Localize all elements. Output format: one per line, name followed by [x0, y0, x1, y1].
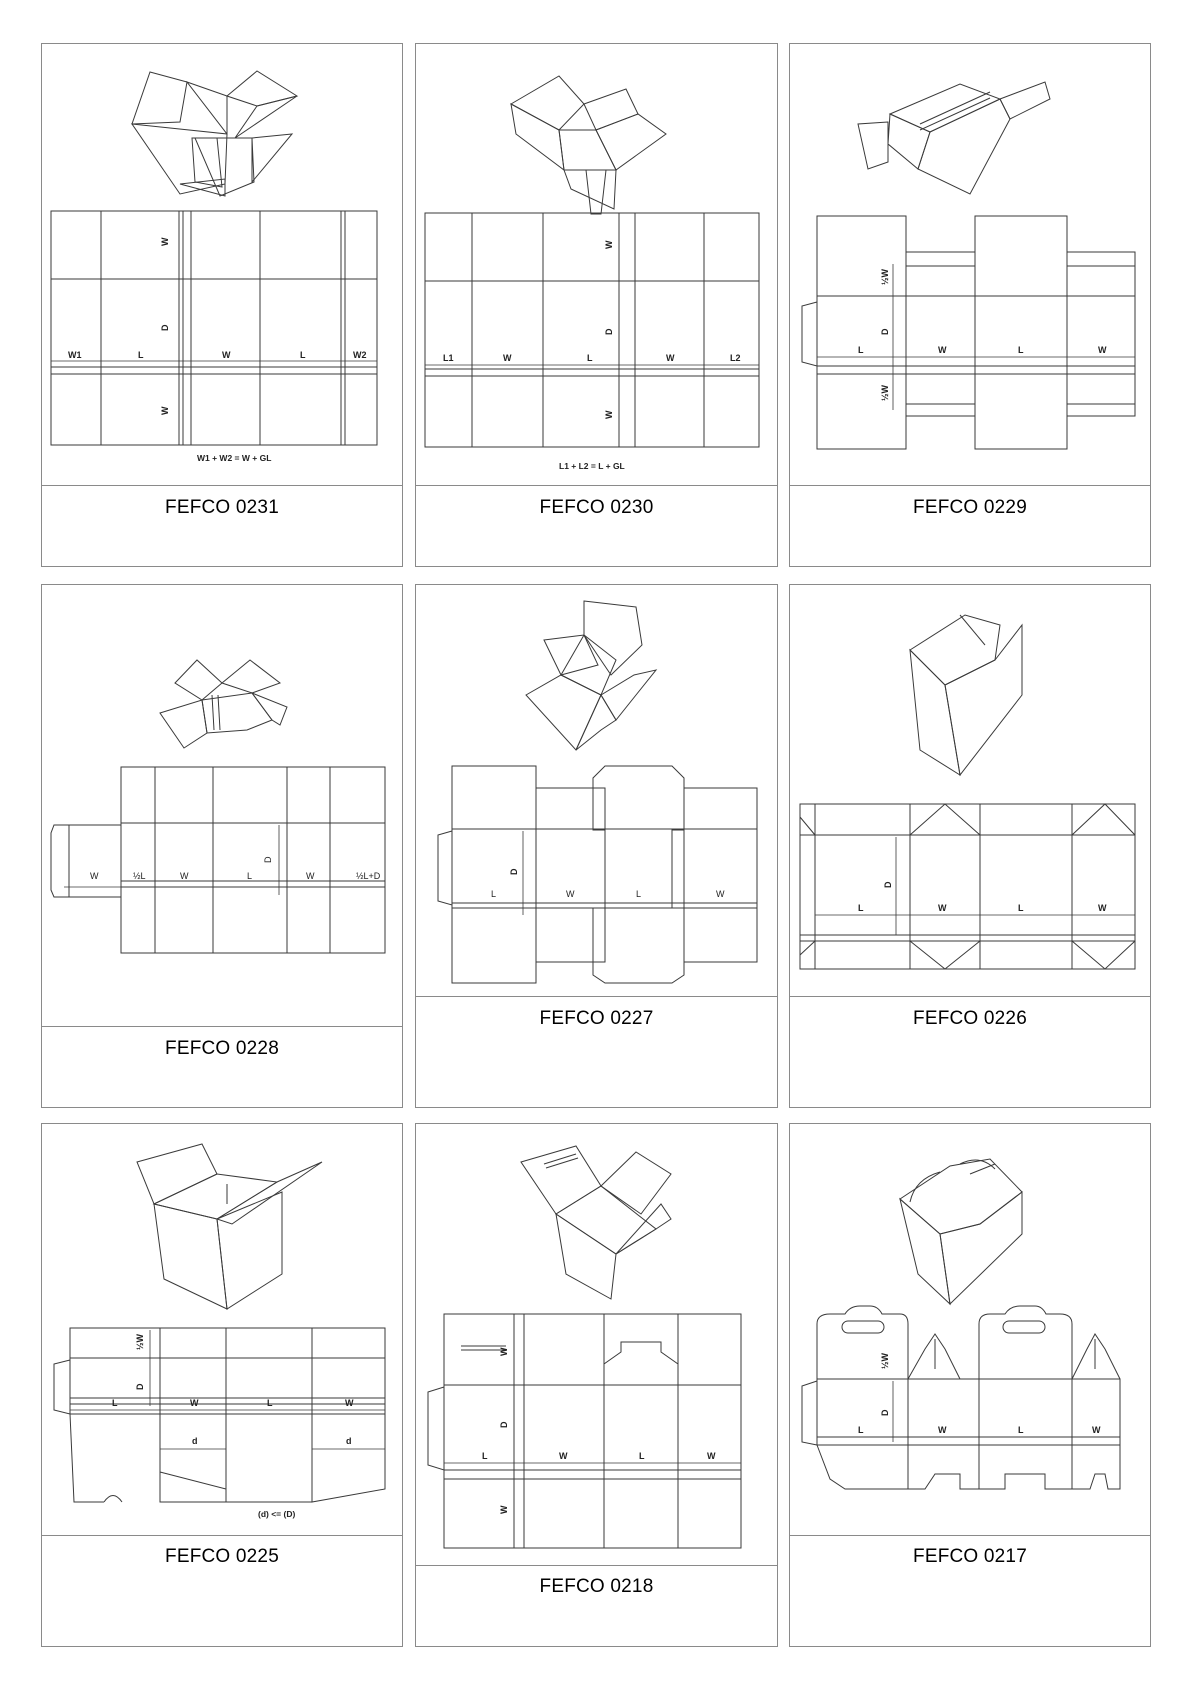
dim-label-small-d: d: [346, 1436, 352, 1446]
box-3d-sketch: [858, 82, 1050, 194]
card-fefco-0227: [415, 584, 778, 1108]
box-3d-sketch: [511, 76, 666, 214]
dim-label: L: [858, 345, 864, 355]
dim-label: L: [1018, 345, 1024, 355]
dim-label-d: D: [883, 881, 893, 888]
flat-layout: [428, 1314, 741, 1548]
dim-label-d: D: [880, 328, 890, 335]
dim-label: L: [300, 350, 306, 360]
dim-label: W: [306, 871, 315, 881]
card-fefco-0218: [415, 1123, 778, 1647]
flat-layout: [800, 804, 1135, 969]
dim-label: L: [1018, 1425, 1024, 1435]
dim-label: W: [345, 1398, 354, 1408]
flat-layout: [425, 213, 759, 447]
box-3d-sketch: [160, 660, 287, 748]
dim-label-w-top: W: [160, 237, 170, 246]
dim-label-d: D: [160, 324, 170, 331]
dim-label: L: [587, 353, 593, 363]
caption: FEFCO 0225: [165, 1546, 279, 1567]
box-3d-sketch: [910, 615, 1022, 775]
dim-label-d: D: [499, 1421, 509, 1428]
dim-label: L: [639, 1451, 645, 1461]
caption: FEFCO 0217: [913, 1546, 1027, 1567]
dim-label-half-w-top: ½W: [880, 268, 890, 285]
dim-label: W: [222, 350, 231, 360]
dim-label-w-bottom: W: [604, 410, 614, 419]
dim-label: ½L+D: [356, 871, 381, 881]
caption: FEFCO 0230: [539, 497, 654, 518]
box-3d-sketch: [137, 1144, 322, 1309]
card-fefco-0231: [41, 43, 403, 567]
dim-label-half-w: ½W: [880, 1352, 890, 1369]
dim-label: L: [858, 903, 864, 913]
caption: FEFCO 0218: [539, 1576, 654, 1597]
flat-layout: [51, 767, 385, 953]
formula: (d) <= (D): [258, 1509, 296, 1519]
card-fefco-0229: [789, 43, 1151, 567]
dim-label: L: [138, 350, 144, 360]
dim-label-w-bottom: W: [160, 406, 170, 415]
card-fefco-0217: [789, 1123, 1151, 1647]
dim-label-small-d: d: [192, 1436, 198, 1446]
dim-label: L: [482, 1451, 488, 1461]
dim-label: L: [636, 889, 642, 899]
dim-label: W: [938, 903, 947, 913]
dim-label: W: [938, 345, 947, 355]
dim-label-half-w: ½W: [135, 1333, 145, 1350]
dim-label: W: [503, 353, 512, 363]
dim-label: W: [707, 1451, 716, 1461]
flat-layout: [54, 1328, 385, 1502]
dim-label: ½L: [133, 871, 146, 881]
dim-label: W: [566, 889, 575, 899]
dim-label: L1: [443, 353, 454, 363]
dim-label-d: D: [880, 1409, 890, 1416]
formula: W1 + W2 = W + GL: [197, 453, 272, 463]
flat-layout: [802, 216, 1135, 449]
dim-label-d: D: [263, 856, 273, 863]
flat-layout: [51, 211, 377, 445]
dim-label: L2: [730, 353, 741, 363]
dim-label: L: [267, 1398, 273, 1408]
box-3d-sketch: [132, 71, 297, 196]
dim-label-w-top: W: [499, 1347, 509, 1356]
dim-label-w-top: W: [604, 240, 614, 249]
dim-label: W: [938, 1425, 947, 1435]
dim-label: W: [180, 871, 189, 881]
dim-label: L: [112, 1398, 118, 1408]
card-fefco-0228: [41, 584, 403, 1108]
dim-label-d: D: [509, 868, 519, 875]
dim-label: W: [190, 1398, 199, 1408]
caption: FEFCO 0228: [165, 1038, 279, 1059]
dim-label: W1: [68, 350, 82, 360]
dim-label: W: [666, 353, 675, 363]
card-fefco-0226: [789, 584, 1151, 1108]
dim-label: L: [1018, 903, 1024, 913]
dim-label: W: [559, 1451, 568, 1461]
card-fefco-0230: [415, 43, 778, 567]
dim-label: L: [247, 871, 253, 881]
flat-layout: [438, 766, 757, 983]
formula: L1 + L2 = L + GL: [559, 461, 625, 471]
caption: FEFCO 0227: [539, 1008, 654, 1029]
dim-label: W: [90, 871, 99, 881]
dim-label-d: D: [135, 1383, 145, 1390]
dim-label: W: [1092, 1425, 1101, 1435]
caption: FEFCO 0226: [913, 1008, 1027, 1029]
dim-label-w-bottom: W: [499, 1505, 509, 1514]
dim-label-d: D: [604, 328, 614, 335]
caption: FEFCO 0231: [165, 497, 279, 518]
dim-label: L: [858, 1425, 864, 1435]
dim-label: W: [1098, 903, 1107, 913]
caption: FEFCO 0229: [913, 497, 1027, 518]
box-3d-sketch: [900, 1159, 1022, 1304]
dim-label: L: [491, 889, 497, 899]
flat-layout: [802, 1306, 1120, 1489]
box-3d-sketch: [521, 1146, 671, 1299]
box-3d-sketch: [526, 601, 656, 750]
dim-label: W: [716, 889, 725, 899]
dim-label: W2: [353, 350, 367, 360]
dim-label: W: [1098, 345, 1107, 355]
dim-label-half-w-bottom: ½W: [880, 384, 890, 401]
card-fefco-0225: [41, 1123, 403, 1647]
